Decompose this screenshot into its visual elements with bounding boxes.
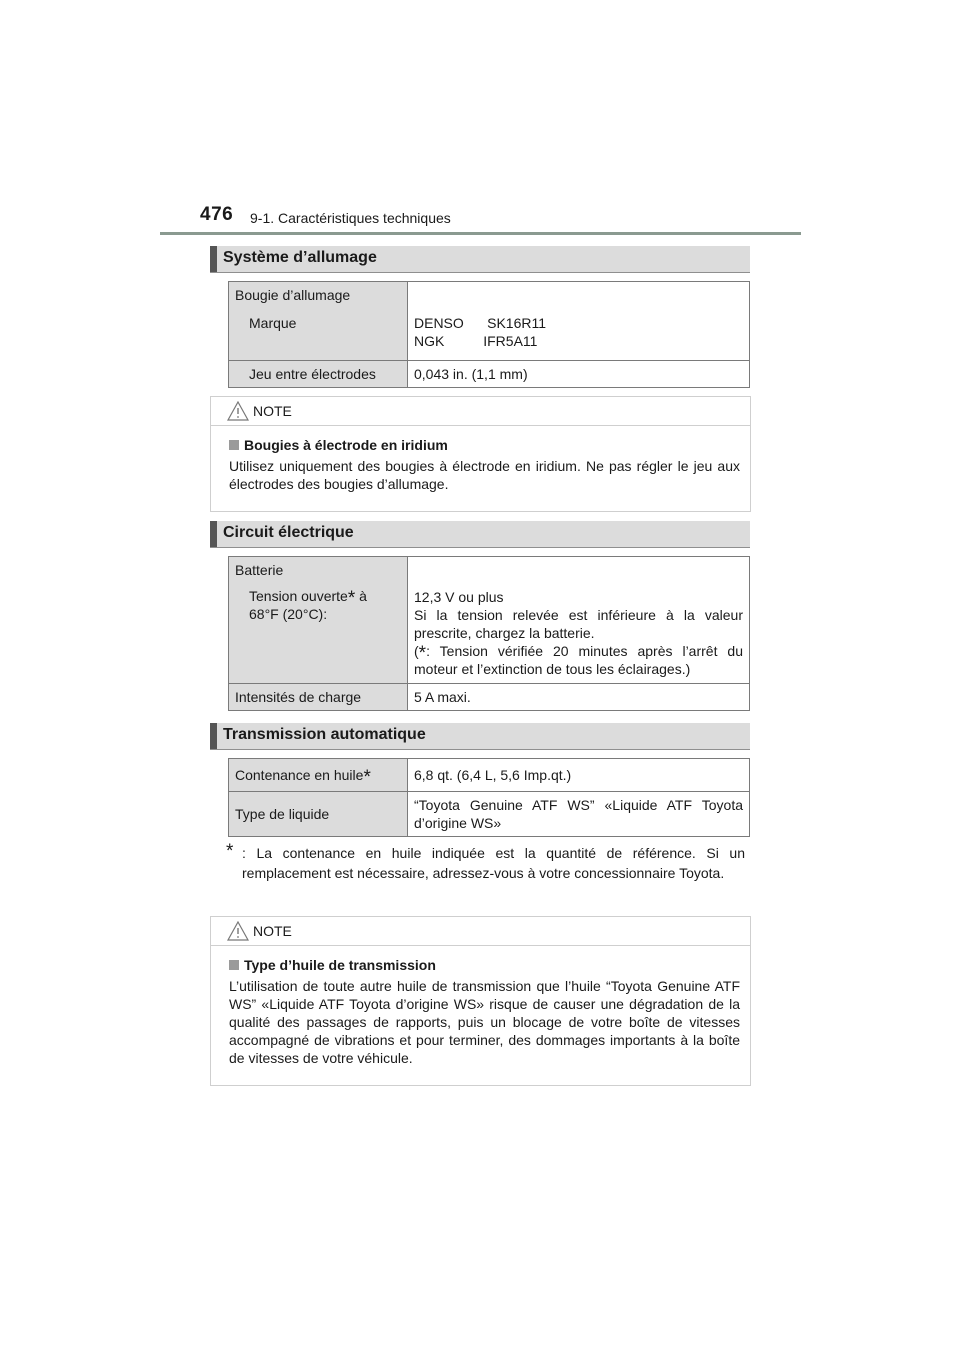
asterisk: * (363, 767, 371, 788)
square-bullet-icon (229, 960, 239, 970)
fluid-value: “Toyota Genuine ATF WS” «Liquide ATF Toyota d’origine WS» (408, 792, 750, 837)
note-text: L’utilisation de toute autre huile de transmission que l’huile “Toyota Genuine ATF WS” «Liquide ATF Toyota d’origine WS» risque de causer une dégradation de la qualité des passages de rapports, puis un blocage de votre boîte de vitesses accompagné de vibrations et pour terminer, des dommages importants à la boîte de vitesses de votre véhicule. (229, 978, 740, 1066)
section-bar (210, 723, 217, 749)
note-title-text: Type d’huile de transmission (244, 957, 436, 973)
note-box (210, 396, 751, 512)
table-row (229, 282, 750, 361)
note-text: Utilisez uniquement des bougies à électrode en iridium. Ne pas régler le jeu aux électrodes des bougies d’allumage. (229, 458, 740, 492)
note-label: NOTE (253, 923, 292, 939)
note-body (211, 426, 750, 503)
battery-label: Batterie (235, 562, 284, 578)
voltage-value: 12,3 V ou plus (414, 589, 504, 605)
voltage-footnote (414, 642, 743, 678)
ignition-table (228, 281, 750, 388)
section-title: Circuit électrique (223, 524, 354, 541)
spark-plug-label: Bougie d’allumage (235, 287, 351, 303)
brand-label: Marque (249, 315, 297, 331)
note-title (229, 956, 740, 974)
table-cell-label (229, 759, 408, 792)
section-title: Transmission automatique (223, 726, 426, 743)
footnote-text: : La contenance en huile indiquée est la quantité de référence. Si un remplacement est nécessaire, adressez-vous à votre concessionnaire Toyota. (242, 845, 745, 881)
section-bar (210, 521, 217, 547)
running-head: 9-1. Caractéristiques techniques (250, 210, 451, 226)
gap-value: 0,043 in. (1,1 mm) (408, 361, 750, 388)
note-title (229, 436, 740, 454)
charge-value: 5 A maxi. (408, 684, 750, 711)
transmission-table (228, 758, 750, 837)
table-row (229, 759, 750, 792)
note-title-text: Bougies à électrode en iridium (244, 437, 448, 453)
footnote (226, 841, 745, 883)
voltage-footnote-text: : Tension vérifiée 20 minutes après l’arrêt du moteur et l’extinction de tous les éclairages.) (414, 643, 743, 677)
table-cell-value (408, 557, 750, 684)
asterisk: * (418, 643, 427, 664)
voltage-advice: Si la tension relevée est inférieure à la valeur prescrite, chargez la batterie. (414, 607, 743, 641)
capacity-label: Contenance en huile (235, 767, 364, 783)
charge-label: Intensités de charge (229, 684, 408, 711)
table-row (229, 792, 750, 837)
capacity-value: 6,8 qt. (6,4 L, 5,6 Imp.qt.) (408, 759, 750, 792)
voltage-temp-label: 68°F (20°C): (249, 606, 328, 622)
table-cell-value (408, 282, 750, 361)
voltage-label-suffix: à (355, 588, 367, 604)
voltage-label-text: Tension ouverte (249, 588, 348, 604)
table-cell-label (229, 361, 408, 388)
header-rule (160, 232, 801, 235)
brand-value-1: DENSO SK16R11 (414, 315, 547, 331)
electrical-table (228, 556, 750, 711)
voltage-label (235, 587, 401, 609)
table-row (229, 684, 750, 711)
fluid-label: Type de liquide (229, 792, 408, 837)
gap-label: Jeu entre électrodes (249, 366, 376, 382)
asterisk: * (347, 588, 356, 609)
section-title: Système d’allumage (223, 249, 377, 266)
table-row (229, 557, 750, 684)
square-bullet-icon (229, 440, 239, 450)
brand-value-2: NGK IFR5A11 (414, 333, 538, 349)
note-box (210, 916, 751, 1086)
footnote-asterisk: * (226, 841, 234, 862)
table-cell-label (229, 557, 408, 684)
table-row (229, 361, 750, 388)
section-bar (210, 246, 217, 272)
note-body (211, 946, 750, 1077)
warning-icon (227, 401, 249, 421)
paren-open: ( (414, 643, 419, 659)
table-cell-label (229, 282, 408, 361)
page-number: 476 (200, 204, 234, 225)
note-header (211, 917, 750, 946)
note-label: NOTE (253, 403, 292, 419)
warning-icon (227, 921, 249, 941)
section-header-transmission (210, 723, 750, 750)
section-header-electrical (210, 521, 750, 548)
note-header (211, 397, 750, 426)
section-header-ignition (210, 246, 750, 273)
